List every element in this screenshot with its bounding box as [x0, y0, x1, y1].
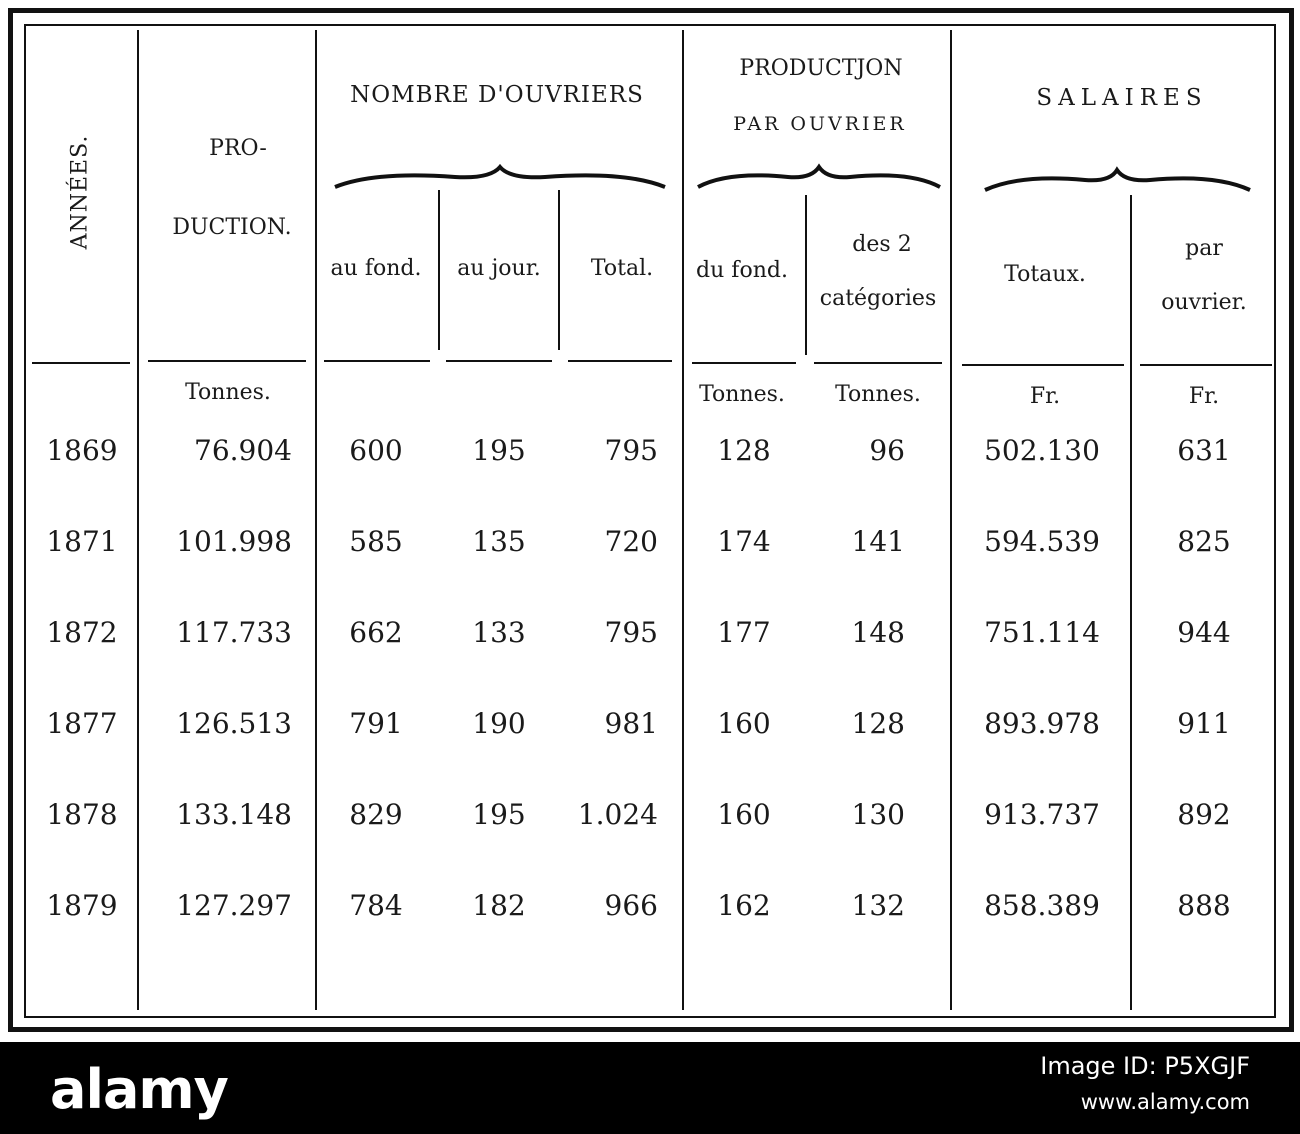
- cell-des-2: 132: [851, 889, 905, 922]
- cell-au-jour: 195: [472, 798, 526, 831]
- cell-au-jour: 135: [472, 525, 526, 558]
- cell-au-fond: 600: [349, 434, 403, 467]
- cell-annee: 1878: [46, 798, 118, 831]
- header-des-2-line1: des 2: [852, 232, 912, 257]
- cell-production: 133.148: [176, 798, 292, 831]
- brace-ouvriers: [335, 165, 665, 195]
- cell-total: 795: [604, 434, 658, 467]
- unit-totaux: Fr.: [1029, 384, 1061, 409]
- alamy-logo: alamy: [50, 1058, 228, 1121]
- header-production-line1: PRO-: [209, 136, 267, 161]
- header-rule: [32, 362, 130, 364]
- cell-du-fond: 160: [717, 707, 771, 740]
- cell-par-ouvrier: 825: [1177, 525, 1231, 558]
- header-rule: [568, 360, 672, 362]
- cell-total: 720: [604, 525, 658, 558]
- cell-du-fond: 174: [717, 525, 771, 558]
- cell-du-fond: 128: [717, 434, 771, 467]
- header-rule: [692, 362, 796, 364]
- cell-totaux: 893.978: [984, 707, 1100, 740]
- cell-total: 981: [604, 707, 658, 740]
- cell-du-fond: 162: [717, 889, 771, 922]
- cell-par-ouvrier: 888: [1177, 889, 1231, 922]
- header-total: Total.: [590, 256, 654, 281]
- cell-par-ouvrier: 911: [1177, 707, 1231, 740]
- cell-des-2: 141: [851, 525, 905, 558]
- cell-des-2: 130: [851, 798, 905, 831]
- cell-production: 126.513: [176, 707, 292, 740]
- cell-production: 117.733: [176, 616, 292, 649]
- header-rule: [1140, 364, 1272, 366]
- cell-au-fond: 784: [349, 889, 403, 922]
- unit-par-ouvrier: Fr.: [1188, 384, 1220, 409]
- watermark-band: [0, 1042, 1300, 1134]
- cell-annee: 1879: [46, 889, 118, 922]
- header-production-par-line2: PAR OUVRIER: [733, 113, 907, 135]
- cell-totaux: 858.389: [984, 889, 1100, 922]
- header-au-fond: au fond.: [330, 256, 422, 281]
- col-divider: [558, 190, 560, 350]
- site-url: www.alamy.com: [1080, 1090, 1250, 1114]
- unit-production: Tonnes.: [185, 380, 271, 405]
- col-divider: [137, 30, 139, 1010]
- col-divider: [805, 195, 807, 355]
- cell-du-fond: 177: [717, 616, 771, 649]
- header-rule: [962, 364, 1124, 366]
- header-au-jour: au jour.: [457, 256, 541, 281]
- cell-au-jour: 190: [472, 707, 526, 740]
- unit-du-fond: Tonnes.: [699, 382, 785, 407]
- unit-des-2: Tonnes.: [835, 382, 921, 407]
- brace-salaires: [985, 168, 1250, 198]
- header-rule: [324, 360, 430, 362]
- header-salaires: SALAIRES: [1036, 85, 1208, 111]
- cell-production: 101.998: [176, 525, 292, 558]
- cell-total: 966: [604, 889, 658, 922]
- image-id: Image ID: P5XGJF: [1040, 1052, 1250, 1080]
- cell-au-jour: 182: [472, 889, 526, 922]
- cell-totaux: 594.539: [984, 525, 1100, 558]
- header-nombre-ouvriers: NOMBRE D'OUVRIERS: [350, 82, 644, 108]
- header-rule: [814, 362, 942, 364]
- cell-total: 1.024: [577, 798, 658, 831]
- cell-des-2: 128: [851, 707, 905, 740]
- cell-au-jour: 195: [472, 434, 526, 467]
- header-totaux: Totaux.: [1004, 262, 1086, 287]
- col-divider: [682, 30, 684, 1010]
- cell-au-fond: 585: [349, 525, 403, 558]
- col-divider: [438, 190, 440, 350]
- cell-au-fond: 829: [349, 798, 403, 831]
- col-divider: [1130, 195, 1132, 1010]
- cell-annee: 1871: [46, 525, 118, 558]
- cell-annee: 1872: [46, 616, 118, 649]
- cell-au-fond: 662: [349, 616, 403, 649]
- cell-annee: 1869: [46, 434, 118, 467]
- header-du-fond: du fond.: [696, 258, 788, 283]
- cell-par-ouvrier: 892: [1177, 798, 1231, 831]
- cell-des-2: 96: [869, 434, 905, 467]
- header-annees: ANNÉES.: [67, 134, 93, 250]
- cell-au-fond: 791: [349, 707, 403, 740]
- cell-total: 795: [604, 616, 658, 649]
- cell-production: 76.904: [194, 434, 292, 467]
- header-rule: [148, 360, 306, 362]
- header-production-line2: DUCTION.: [172, 215, 292, 240]
- cell-au-jour: 133: [472, 616, 526, 649]
- col-divider: [315, 30, 317, 1010]
- cell-des-2: 148: [851, 616, 905, 649]
- cell-totaux: 502.130: [984, 434, 1100, 467]
- header-production-par-line1: PRODUCTJON: [739, 56, 903, 81]
- cell-annee: 1877: [46, 707, 118, 740]
- cell-production: 127.297: [176, 889, 292, 922]
- cell-du-fond: 160: [717, 798, 771, 831]
- cell-totaux: 751.114: [984, 616, 1100, 649]
- cell-par-ouvrier: 631: [1177, 434, 1231, 467]
- header-rule: [446, 360, 552, 362]
- cell-par-ouvrier: 944: [1177, 616, 1231, 649]
- col-divider: [950, 30, 952, 1010]
- header-par-ouvrier-line1: par: [1185, 236, 1223, 261]
- brace-production: [698, 165, 940, 195]
- header-par-ouvrier-line2: ouvrier.: [1161, 290, 1247, 315]
- header-des-2-line2: catégories: [819, 286, 937, 311]
- cell-totaux: 913.737: [984, 798, 1100, 831]
